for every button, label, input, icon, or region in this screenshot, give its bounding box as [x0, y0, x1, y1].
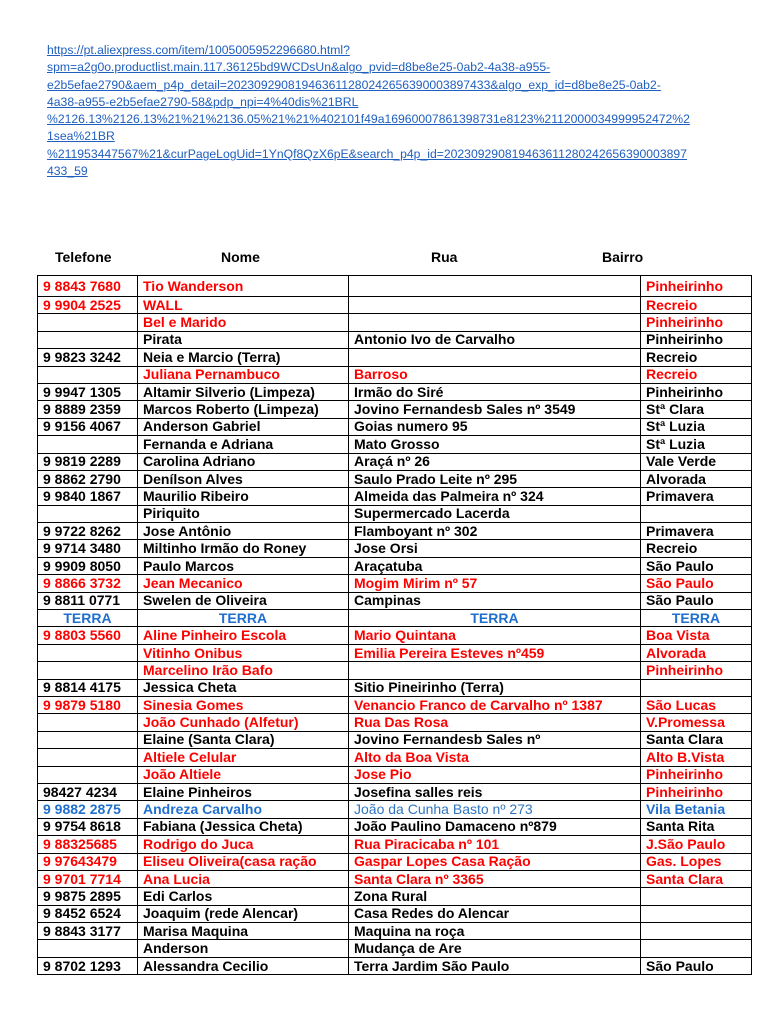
- table-row: [38, 297, 752, 314]
- nome-cell: Joaquim (rede Alencar): [138, 905, 349, 922]
- nome-cell: Vitinho Onibus: [138, 644, 349, 661]
- telefone-cell: 9 9947 1305: [38, 383, 138, 400]
- telefone-cell: 9 8803 5560: [38, 627, 138, 644]
- nome-cell: Jean Mecanico: [138, 575, 349, 592]
- table-row: [38, 679, 752, 696]
- table-row: [38, 731, 752, 748]
- rua-cell: [349, 662, 641, 679]
- rua-cell: João Paulino Damaceno nº879: [349, 818, 641, 835]
- table-row: [38, 610, 752, 627]
- bairro-cell: São Lucas: [641, 696, 752, 713]
- nome-cell: Elaine (Santa Clara): [138, 731, 349, 748]
- nome-cell: Altiele Celular: [138, 749, 349, 766]
- table-row: [38, 696, 752, 713]
- table-row: [38, 575, 752, 592]
- rua-cell: Jovino Fernandesb Sales nº 3549: [349, 401, 641, 418]
- table-row: [38, 627, 752, 644]
- nome-cell: Sinesia Gomes: [138, 696, 349, 713]
- rua-cell: Terra Jardim São Paulo: [349, 957, 641, 974]
- bairro-cell: Recreio: [641, 297, 752, 314]
- bairro-cell: Santa Rita: [641, 818, 752, 835]
- bairro-cell: [641, 888, 752, 905]
- telefone-cell: 9 8702 1293: [38, 957, 138, 974]
- telefone-cell: [38, 766, 138, 783]
- header-nome: Nome: [221, 249, 260, 265]
- telefone-cell: [38, 940, 138, 957]
- table-row: [38, 662, 752, 679]
- nome-cell: Fernanda e Adriana: [138, 436, 349, 453]
- url-line[interactable]: 4a38-a955-e2b5efae2790-58&pdp_npi=4%40dis%21BRL: [47, 94, 359, 109]
- rua-cell: Jovino Fernandesb Sales nº: [349, 731, 641, 748]
- rua-cell: Casa Redes do Alencar: [349, 905, 641, 922]
- rua-cell: Emilia Pereira Esteves nº459: [349, 644, 641, 661]
- telefone-cell: [38, 714, 138, 731]
- bairro-cell: Recreio: [641, 349, 752, 366]
- rua-cell: Venancio Franco de Carvalho nº 1387: [349, 696, 641, 713]
- bairro-cell: Alvorada: [641, 644, 752, 661]
- bairro-cell: Santa Clara: [641, 731, 752, 748]
- rua-cell: Araçatuba: [349, 557, 641, 574]
- nome-cell: Jose Antônio: [138, 523, 349, 540]
- table-row: [38, 314, 752, 331]
- rua-cell: TERRA: [349, 610, 641, 627]
- table-row: [38, 801, 752, 818]
- telefone-cell: 9 9701 7714: [38, 870, 138, 887]
- nome-cell: Elaine Pinheiros: [138, 783, 349, 800]
- rua-cell: Jose Orsi: [349, 540, 641, 557]
- nome-cell: Paulo Marcos: [138, 557, 349, 574]
- rua-cell: Mario Quintana: [349, 627, 641, 644]
- header-rua: Rua: [431, 249, 458, 265]
- table-row: [38, 836, 752, 853]
- rua-cell: Mudança de Are: [349, 940, 641, 957]
- table-row: [38, 766, 752, 783]
- telefone-cell: 9 9904 2525: [38, 297, 138, 314]
- telefone-cell: [38, 505, 138, 522]
- telefone-cell: 9 8814 4175: [38, 679, 138, 696]
- bairro-cell: Stª Clara: [641, 401, 752, 418]
- bairro-cell: Vila Betania: [641, 801, 752, 818]
- rua-cell: Rua Das Rosa: [349, 714, 641, 731]
- rua-cell: Gaspar Lopes Casa Ração: [349, 853, 641, 870]
- nome-cell: Piriquito: [138, 505, 349, 522]
- rua-cell: Alto da Boa Vista: [349, 749, 641, 766]
- rua-cell: Maquina na roça: [349, 923, 641, 940]
- telefone-cell: 9 97643479: [38, 853, 138, 870]
- bairro-cell: Pinheirinho: [641, 314, 752, 331]
- table-row: [38, 749, 752, 766]
- nome-cell: Eliseu Oliveira(casa ração: [138, 853, 349, 870]
- url-line[interactable]: spm=a2g0o.productlist.main.117.36125bd9WCDsUn&algo_pvid=d8be8e25-0ab2-4a38-a955-: [47, 60, 551, 75]
- bairro-cell: São Paulo: [641, 957, 752, 974]
- bairro-cell: Recreio: [641, 366, 752, 383]
- nome-cell: Miltinho Irmão do Roney: [138, 540, 349, 557]
- nome-cell: Tio Wanderson: [138, 276, 349, 297]
- rua-cell: Flamboyant nº 302: [349, 523, 641, 540]
- nome-cell: Andreza Carvalho: [138, 801, 349, 818]
- header-telefone: Telefone: [55, 249, 112, 265]
- bairro-cell: Primavera: [641, 488, 752, 505]
- table-row: [38, 870, 752, 887]
- bairro-cell: Pinheirinho: [641, 783, 752, 800]
- telefone-cell: 9 9819 2289: [38, 453, 138, 470]
- bairro-cell: Pinheirinho: [641, 662, 752, 679]
- table-row: [38, 957, 752, 974]
- bairro-cell: Santa Clara: [641, 870, 752, 887]
- bairro-cell: São Paulo: [641, 575, 752, 592]
- rua-cell: Irmão do Siré: [349, 383, 641, 400]
- rua-cell: Goias numero 95: [349, 418, 641, 435]
- table-row: [38, 540, 752, 557]
- nome-cell: Jessica Cheta: [138, 679, 349, 696]
- table-row: [38, 783, 752, 800]
- telefone-cell: 9 9722 8262: [38, 523, 138, 540]
- header-bairro: Bairro: [602, 249, 644, 265]
- bairro-cell: J.São Paulo: [641, 836, 752, 853]
- nome-cell: Anderson: [138, 940, 349, 957]
- bairro-cell: TERRA: [641, 610, 752, 627]
- table-row: [38, 276, 752, 297]
- bairro-cell: Stª Luzia: [641, 436, 752, 453]
- bairro-cell: Vale Verde: [641, 453, 752, 470]
- table-row: [38, 940, 752, 957]
- table-row: [38, 853, 752, 870]
- telefone-cell: 9 8811 0771: [38, 592, 138, 609]
- rua-cell: Araçá nº 26: [349, 453, 641, 470]
- nome-cell: Swelen de Oliveira: [138, 592, 349, 609]
- nome-cell: Juliana Pernambuco: [138, 366, 349, 383]
- telefone-cell: [38, 731, 138, 748]
- nome-cell: Pirata: [138, 331, 349, 348]
- telefone-cell: 9 9909 8050: [38, 557, 138, 574]
- telefone-cell: 9 8862 2790: [38, 470, 138, 487]
- nome-cell: Fabiana (Jessica Cheta): [138, 818, 349, 835]
- rua-cell: Mato Grosso: [349, 436, 641, 453]
- bairro-cell: [641, 679, 752, 696]
- nome-cell: Marisa Maquina: [138, 923, 349, 940]
- bairro-cell: São Paulo: [641, 557, 752, 574]
- telefone-cell: [38, 314, 138, 331]
- rua-cell: Saulo Prado Leite nº 295: [349, 470, 641, 487]
- telefone-cell: 9 9823 3242: [38, 349, 138, 366]
- table-row: [38, 436, 752, 453]
- rua-cell: [349, 276, 641, 297]
- bairro-cell: Pinheirinho: [641, 383, 752, 400]
- nome-cell: Marcelino Irão Bafo: [138, 662, 349, 679]
- nome-cell: Marcos Roberto (Limpeza): [138, 401, 349, 418]
- telefone-cell: 9 8889 2359: [38, 401, 138, 418]
- nome-cell: Ana Lucia: [138, 870, 349, 887]
- rua-cell: Jose Pio: [349, 766, 641, 783]
- telefone-cell: 9 9714 3480: [38, 540, 138, 557]
- table-row: [38, 905, 752, 922]
- table-row: [38, 366, 752, 383]
- telefone-cell: 9 88325685: [38, 836, 138, 853]
- nome-cell: Aline Pinheiro Escola: [138, 627, 349, 644]
- table-row: [38, 418, 752, 435]
- nome-cell: Altamir Silverio (Limpeza): [138, 383, 349, 400]
- url-line[interactable]: %2126.13%2126.13%21%21%2136.05%21%21%402101f49a16960007861398731e8123%2112000034999952472%2: [47, 112, 690, 127]
- telefone-cell: 9 9882 2875: [38, 801, 138, 818]
- table-row: [38, 644, 752, 661]
- rua-cell: [349, 297, 641, 314]
- rua-cell: Mogim Mirim nº 57: [349, 575, 641, 592]
- rua-cell: João da Cunha Basto nº 273: [349, 801, 641, 818]
- bairro-cell: [641, 940, 752, 957]
- table-row: [38, 557, 752, 574]
- rua-cell: Rua Piracicaba nº 101: [349, 836, 641, 853]
- nome-cell: Carolina Adriano: [138, 453, 349, 470]
- telefone-cell: 9 8843 7680: [38, 276, 138, 297]
- telefone-cell: 9 9840 1867: [38, 488, 138, 505]
- nome-cell: Edi Carlos: [138, 888, 349, 905]
- rua-cell: Antonio Ivo de Carvalho: [349, 331, 641, 348]
- url-line[interactable]: e2b5efae2790&aem_p4p_detail=202309290819463611280242656390003897433&algo_exp_id=d8be8e25-0ab2-: [47, 77, 661, 92]
- telefone-cell: [38, 662, 138, 679]
- rua-cell: Josefina salles reis: [349, 783, 641, 800]
- bairro-cell: Recreio: [641, 540, 752, 557]
- telefone-cell: 9 9754 8618: [38, 818, 138, 835]
- bairro-cell: Pinheirinho: [641, 331, 752, 348]
- table-row: [38, 523, 752, 540]
- bairro-cell: Primavera: [641, 523, 752, 540]
- telefone-cell: [38, 644, 138, 661]
- telefone-cell: 9 9879 5180: [38, 696, 138, 713]
- telefone-cell: TERRA: [38, 610, 138, 627]
- table-row: [38, 401, 752, 418]
- bairro-cell: [641, 505, 752, 522]
- rua-cell: [349, 349, 641, 366]
- bairro-cell: Stª Luzia: [641, 418, 752, 435]
- rua-cell: Zona Rural: [349, 888, 641, 905]
- bairro-cell: Alvorada: [641, 470, 752, 487]
- table-row: [38, 714, 752, 731]
- rua-cell: Barroso: [349, 366, 641, 383]
- table-row: [38, 505, 752, 522]
- bairro-cell: [641, 923, 752, 940]
- rua-cell: Campinas: [349, 592, 641, 609]
- rua-cell: Sitio Pineirinho (Terra): [349, 679, 641, 696]
- telefone-cell: 9 9156 4067: [38, 418, 138, 435]
- nome-cell: WALL: [138, 297, 349, 314]
- nome-cell: Rodrigo do Juca: [138, 836, 349, 853]
- table-row: [38, 383, 752, 400]
- table-row: [38, 349, 752, 366]
- nome-cell: João Altiele: [138, 766, 349, 783]
- telefone-cell: [38, 436, 138, 453]
- rua-cell: Supermercado Lacerda: [349, 505, 641, 522]
- table-row: [38, 923, 752, 940]
- nome-cell: Maurilio Ribeiro: [138, 488, 349, 505]
- rua-cell: [349, 314, 641, 331]
- table-row: [38, 818, 752, 835]
- table-row: [38, 331, 752, 348]
- url-line[interactable]: %211953447567%21&curPageLogUid=1YnQf8QzX6pE&search_p4p_id=202309290819463611280242656390003897: [47, 146, 687, 161]
- rua-cell: Santa Clara nº 3365: [349, 870, 641, 887]
- table-row: [38, 592, 752, 609]
- table-row: [38, 453, 752, 470]
- telefone-cell: 9 8866 3732: [38, 575, 138, 592]
- url-line[interactable]: https://pt.aliexpress.com/item/1005005952296680.html?: [47, 43, 350, 57]
- bairro-cell: Pinheirinho: [641, 766, 752, 783]
- telefone-cell: 9 8452 6524: [38, 905, 138, 922]
- nome-cell: Alessandra Cecilio: [138, 957, 349, 974]
- bairro-cell: Pinheirinho: [641, 276, 752, 297]
- contacts-table: [37, 275, 752, 975]
- table-row: [38, 488, 752, 505]
- bairro-cell: [641, 905, 752, 922]
- nome-cell: João Cunhado (Alfetur): [138, 714, 349, 731]
- telefone-cell: [38, 749, 138, 766]
- rua-cell: Almeida das Palmeira nº 324: [349, 488, 641, 505]
- bairro-cell: Alto B.Vista: [641, 749, 752, 766]
- nome-cell: Neia e Marcio (Terra): [138, 349, 349, 366]
- table-row: [38, 470, 752, 487]
- nome-cell: Bel e Marido: [138, 314, 349, 331]
- telefone-cell: [38, 366, 138, 383]
- telefone-cell: [38, 331, 138, 348]
- nome-cell: Anderson Gabriel: [138, 418, 349, 435]
- telefone-cell: 9 8843 3177: [38, 923, 138, 940]
- bairro-cell: Boa Vista: [641, 627, 752, 644]
- table-row: [38, 888, 752, 905]
- telefone-cell: 98427 4234: [38, 783, 138, 800]
- bairro-cell: Gas. Lopes: [641, 853, 752, 870]
- telefone-cell: 9 9875 2895: [38, 888, 138, 905]
- url-line[interactable]: 1sea%21BR: [47, 129, 115, 144]
- bairro-cell: V.Promessa: [641, 714, 752, 731]
- nome-cell: Denílson Alves: [138, 470, 349, 487]
- product-url-link[interactable]: [47, 42, 727, 180]
- nome-cell: TERRA: [138, 610, 349, 627]
- url-line[interactable]: 433_59: [47, 164, 88, 179]
- bairro-cell: São Paulo: [641, 592, 752, 609]
